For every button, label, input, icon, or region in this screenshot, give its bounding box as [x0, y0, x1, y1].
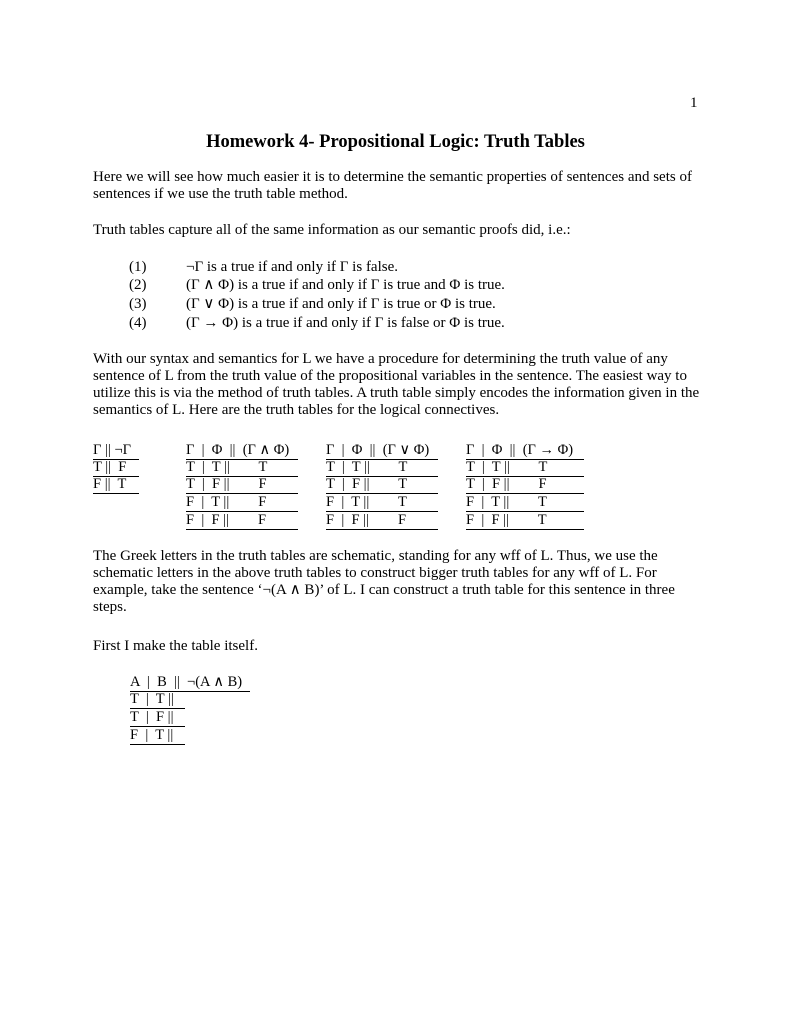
table-row: F | T || F — [186, 494, 298, 512]
table-row: Γ | Φ || (Γ → Φ) — [466, 442, 584, 460]
first-step-text: First I make the table itself. — [93, 638, 258, 654]
table-row: F | F || F — [186, 512, 298, 530]
table-row: T | F || — [130, 709, 185, 727]
table-row: T | F || T — [326, 476, 438, 494]
table-row: F | F || F — [326, 512, 438, 530]
table-row: Γ || ¬Γ — [93, 442, 139, 460]
syntax-paragraph: With our syntax and semantics for L we have a procedure for determining the truth value of any sentence of L from the truth value of the propositional variables in the sentence. The easiest way to utilize this is via the method of truth tables. A truth table simply encodes the information given in the semantics of L. Here are the truth tables for the logical connectives. — [93, 351, 700, 418]
table-row: F | F || T — [466, 512, 584, 530]
rule-number: (1) — [129, 259, 147, 275]
table-row: F || T — [93, 476, 139, 494]
table-row: F | T || — [130, 727, 185, 745]
table-row: T || F — [93, 459, 139, 477]
table-row: A | B || ¬(A ∧ B) — [130, 674, 250, 692]
rule-number: (3) — [129, 296, 147, 312]
intro-paragraph: Here we will see how much easier it is to determine the semantic properties of sentences and sets of sentences if we use the truth table method. — [93, 169, 692, 202]
table-row: F | T || T — [466, 494, 584, 512]
rule-number: (4) — [129, 315, 147, 331]
table-row: T | F || F — [466, 476, 584, 494]
rule-text: ¬Γ is a true if and only if Γ is false. — [186, 259, 399, 275]
rule-text: (Γ ∧ Φ) is a true if and only if Γ is true and Φ is true. — [186, 277, 505, 293]
table-row: Γ | Φ || (Γ ∨ Φ) — [326, 442, 438, 460]
capture-paragraph: Truth tables capture all of the same information as our semantic proofs did, i.e.: — [93, 222, 571, 238]
page-number: 1 — [690, 95, 698, 111]
rule-text: (Γ → Φ) is a true if and only if Γ is false or Φ is true. — [186, 315, 505, 331]
table-row: T | T || T — [326, 459, 438, 477]
page-title: Homework 4- Propositional Logic: Truth Tables — [206, 132, 585, 152]
table-row: Γ | Φ || (Γ ∧ Φ) — [186, 442, 298, 460]
table-row: T | T || T — [186, 459, 298, 477]
table-row: T | F || F — [186, 476, 298, 494]
table-row: F | T || T — [326, 494, 438, 512]
rule-number: (2) — [129, 277, 147, 293]
table-row: T | T || — [130, 691, 185, 709]
rule-text: (Γ ∨ Φ) is a true if and only if Γ is true or Φ is true. — [186, 296, 496, 312]
table-row: T | T || T — [466, 459, 584, 477]
greek-paragraph: The Greek letters in the truth tables are schematic, standing for any wff of L. Thus, we use the schematic letters in the above truth tables to construct bigger truth tables for any wff of L. For example, take the sentence ‘¬(A ∧ B)’ of L. I can construct a truth table for this sentence in three steps. — [93, 548, 675, 615]
